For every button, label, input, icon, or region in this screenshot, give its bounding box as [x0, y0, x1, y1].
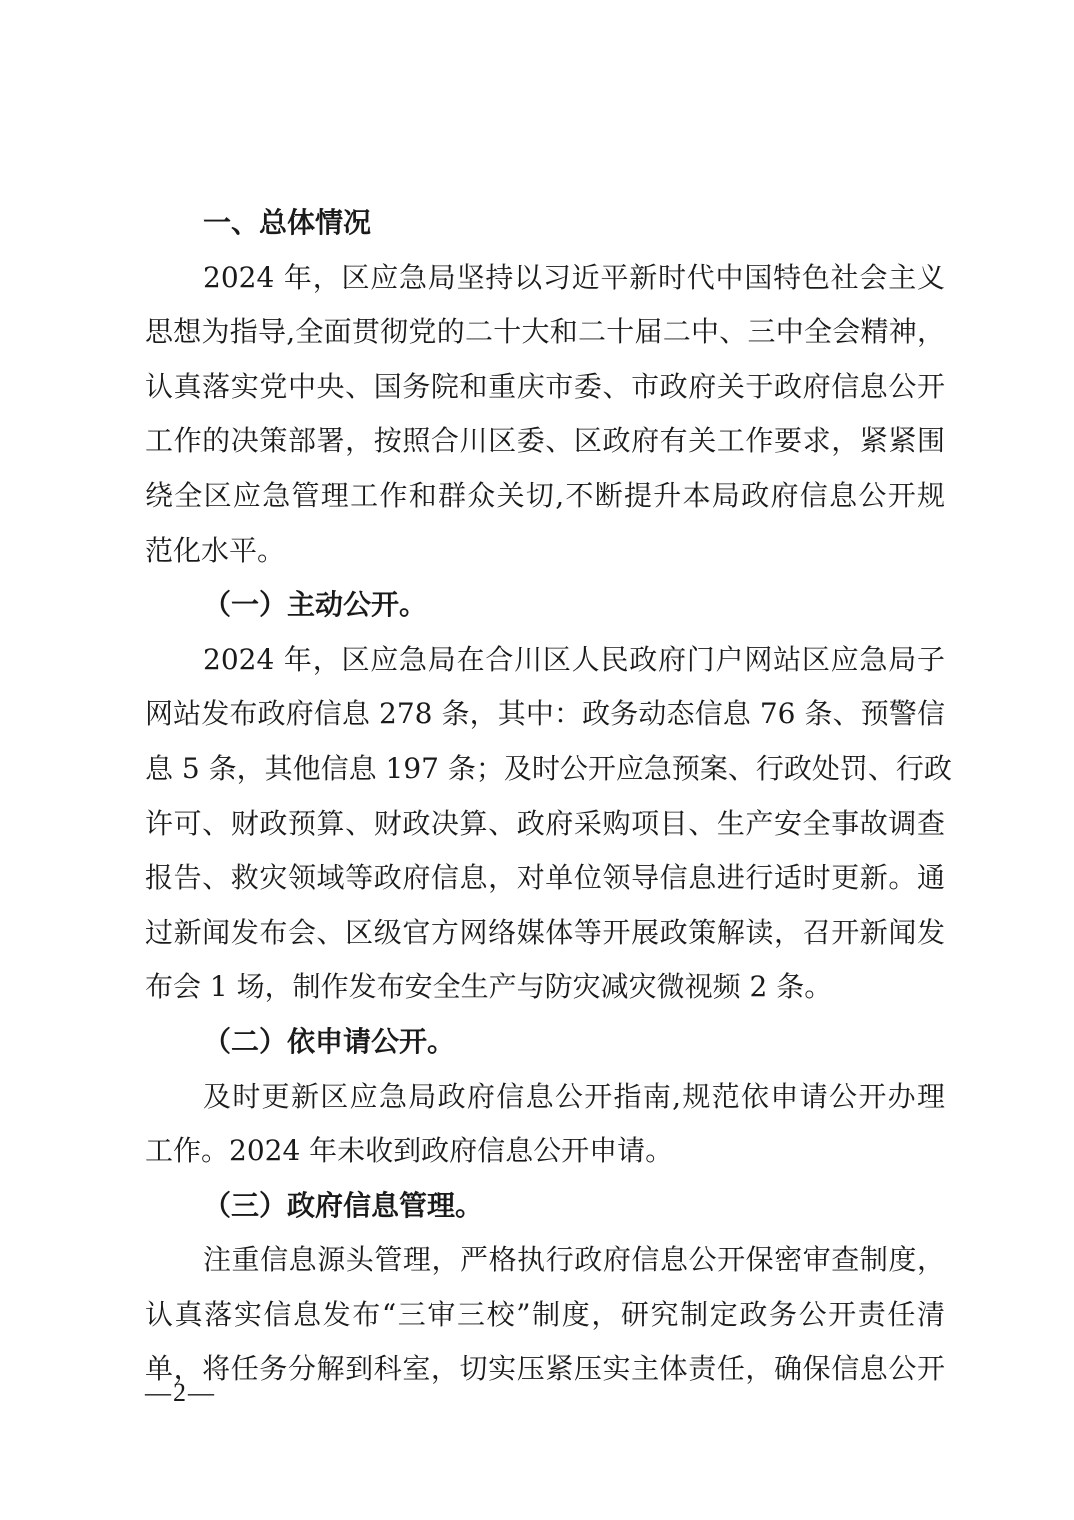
paragraph-line: 息 5 条，其他信息 197 条；及时公开应急预案、行政处罚、行政 [145, 751, 952, 785]
paragraph-line: 注重信息源头管理，严格执行政府信息公开保密审查制度， [203, 1243, 945, 1277]
paragraph-line: 思想为指导,全面贯彻党的二十大和二十届二中、三中全会精神， [145, 315, 945, 349]
subsection-heading: （一）主动公开。 [203, 588, 428, 622]
paragraph-line: 认真落实党中央、国务院和重庆市委、市政府关于政府信息公开 [145, 369, 945, 403]
paragraph-line: 及时更新区应急局政府信息公开指南,规范依申请公开办理 [203, 1079, 945, 1113]
document-body [145, 196, 952, 1397]
paragraph-line: 布会 1 场，制作发布安全生产与防灾减灾微视频 2 条。 [145, 970, 833, 1004]
paragraph-line: 网站发布政府信息 278 条，其中：政务动态信息 76 条、预警信 [145, 697, 945, 731]
subsection-heading: （三）政府信息管理。 [203, 1188, 484, 1222]
paragraph-line: 单，将任务分解到科室，切实压紧压实主体责任，确保信息公开 [145, 1352, 945, 1386]
page-number: —2— [145, 1378, 216, 1407]
paragraph-line: 报告、救灾领域等政府信息，对单位领导信息进行适时更新。通 [145, 861, 945, 895]
paragraph-line: 范化水平。 [145, 533, 286, 567]
paragraph-line: 2024 年，区应急局在合川区人民政府门户网站区应急局子 [203, 642, 945, 676]
paragraph-line: 绕全区应急管理工作和群众关切,不断提升本局政府信息公开规 [145, 478, 945, 512]
subsection-heading: （二）依申请公开。 [203, 1024, 456, 1058]
paragraph-line: 认真落实信息发布“三审三校”制度，研究制定政务公开责任清 [145, 1297, 945, 1331]
paragraph-line: 2024 年，区应急局坚持以习近平新时代中国特色社会主义 [203, 260, 945, 294]
paragraph-line: 工作。2024 年未收到政府信息公开申请。 [145, 1134, 674, 1168]
section-heading: 一、总体情况 [203, 206, 372, 239]
paragraph-line: 工作的决策部署，按照合川区委、区政府有关工作要求，紧紧围 [145, 424, 945, 458]
paragraph-line: 许可、财政预算、财政决算、政府采购项目、生产安全事故调查 [145, 806, 945, 840]
paragraph-line: 过新闻发布会、区级官方网络媒体等开展政策解读，召开新闻发 [145, 915, 945, 949]
